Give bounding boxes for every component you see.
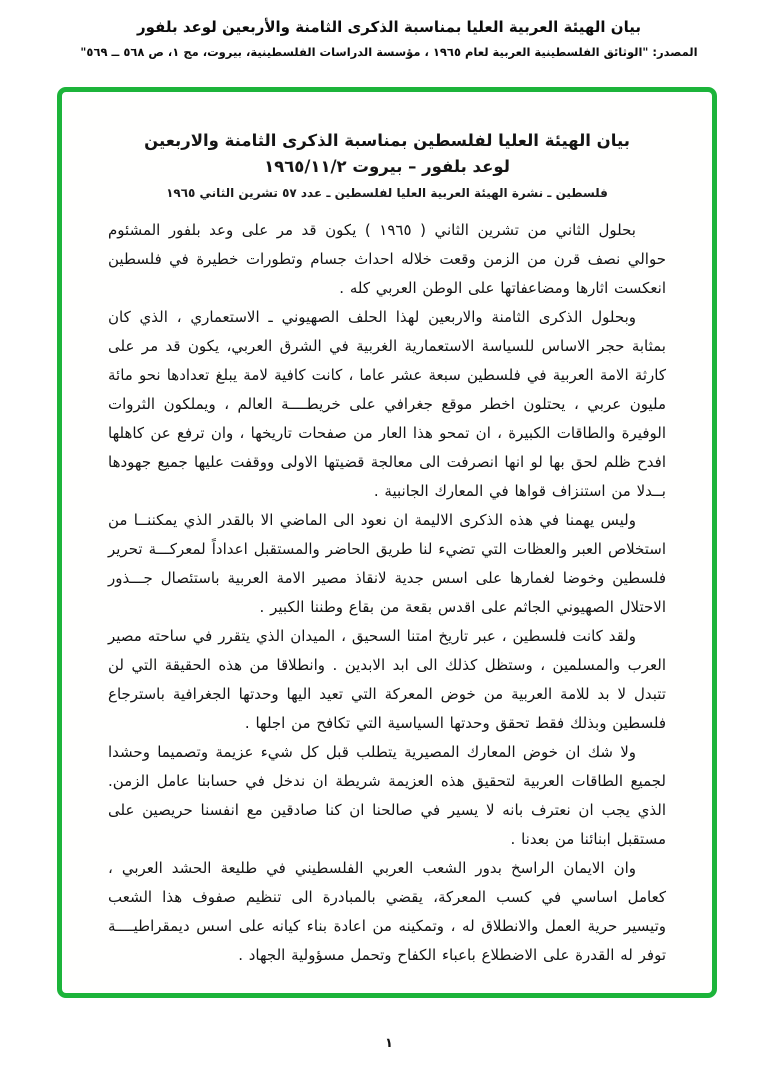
document-title-line2: لوعد بلفور – بيروت ١٩٦٥/١١/٢	[264, 157, 510, 176]
paragraph: ولا شك ان خوض المعارك المصيرية يتطلب قبل كل شيء عزيمة وتصميما وحشدا لجميع الطاقات العربية لتحقيق هذه العزيمة شريطة ان ندخل في حسابنا عامل الزمن. الذي يجب ان نعترف بانه لا يسير في صالحنا ان كنا صادقين مع انفسنا حريصين على مستقبل ابنائنا من بعدنا .	[108, 743, 666, 848]
header-source-citation: المصدر: "الوثائق الفلسطينية العربية لعام ١٩٦٥ ، مؤسسة الدراسات الفلسطينية، بيروت، مج ١، ص ٥٦٨ ــ ٥٦٩"	[80, 45, 698, 59]
scanned-document-content	[62, 92, 712, 970]
scanned-document-frame	[57, 87, 717, 998]
document-byline: فلسطين ـ نشرة الهيئة العربية العليا لفلسطين ـ عدد ٥٧ تشرين الثاني ١٩٦٥	[166, 186, 608, 200]
paragraph: وليس يهمنا في هذه الذكرى الاليمة ان نعود الى الماضي الا بالقدر الذي يمكننــا من استخلاص العبر والعظات التي تضيء لنا طريق الحاضر والمستقبل اعداداً لمعركـــة تحرير فلسطين وخوضا لغمارها على اسس جدية لانقاذ مصير الامة العربية باستئصال جـــذور الاحتلال الصهيوني الجاثم على اقدس بقعة من بقاع وطننا الكبير .	[108, 511, 666, 616]
document-title-line1: بيان الهيئة العليا لفلسطين بمناسبة الذكرى الثامنة والاربعين	[144, 131, 630, 150]
page-number: ١	[385, 1036, 393, 1051]
page-header	[0, 16, 778, 61]
document-body	[108, 216, 666, 970]
paragraph: وبحلول الذكرى الثامنة والاربعين لهذا الحلف الصهيوني ـ الاستعماري ، الذي كان بمثابة حجر الاساس للسياسة الاستعمارية الغربية في الشرق العربي، يكون قد مر على كارثة الامة العربية في فلسطين سبعة عشر عاما ، كانت كافية لامة يبلغ تعدادها نحو مائة مليون عربي ، يحتلون اخطر موقع جغرافي على خريطــــة العالم ، ويملكون الثروات الوفيرة والطاقات الكبيرة ، ان تمحو هذا العار من صفحات تاريخها ، وان ترفع عن كاهلها افدح ظلم لحق بها لو انها انصرفت الى معالجة قضيتها الاولى ووقفت عليها جميع جهودها بــدلا من استنزاف قواها في المعارك الجانبية .	[108, 308, 666, 500]
paragraph: بحلول الثاني من تشرين الثاني ( ١٩٦٥ ) يكون قد مر على وعد بلفور المشئوم حوالي نصف قرن من الزمن وقعت خلاله احداث جسام وتطورات خطيرة في فلسطين انعكست اثارها ومضاعفاتها على الوطن العربي كله .	[108, 221, 666, 297]
header-title: بيان الهيئة العربية العليا بمناسبة الذكرى الثامنة والأربعين لوعد بلفور	[137, 18, 641, 36]
paragraph: ولقد كانت فلسطين ، عبر تاريخ امتنا السحيق ، الميدان الذي يتقرر في ساحته مصير العرب والمسلمين ، وستظل كذلك الى ابد الابدين . وانطلاقا من هذه الحقيقة التي لن تتبدل لا بد للامة العربية من خوض المعركة التي تعيد اليها وحدتها الجغرافية باسترجاع فلسطين وبذلك فقط تحقق وحدتها السياسية التي تكافح من اجلها .	[108, 627, 666, 732]
paragraph: وان الايمان الراسخ بدور الشعب العربي الفلسطيني في طليعة الحشد العربي ، كعامل اساسي في كسب المعركة، يقضي بالمبادرة الى تنظيم صفوف هذا الشعب وتيسير حرية العمل والانطلاق له ، وتمكينه من اعادة بناء كيانه على اسس ديمقراطيــــة توفر له القدرة على الاضطلاع باعباء الكفاح وتحمل مسؤولية الجهاد .	[108, 859, 666, 964]
